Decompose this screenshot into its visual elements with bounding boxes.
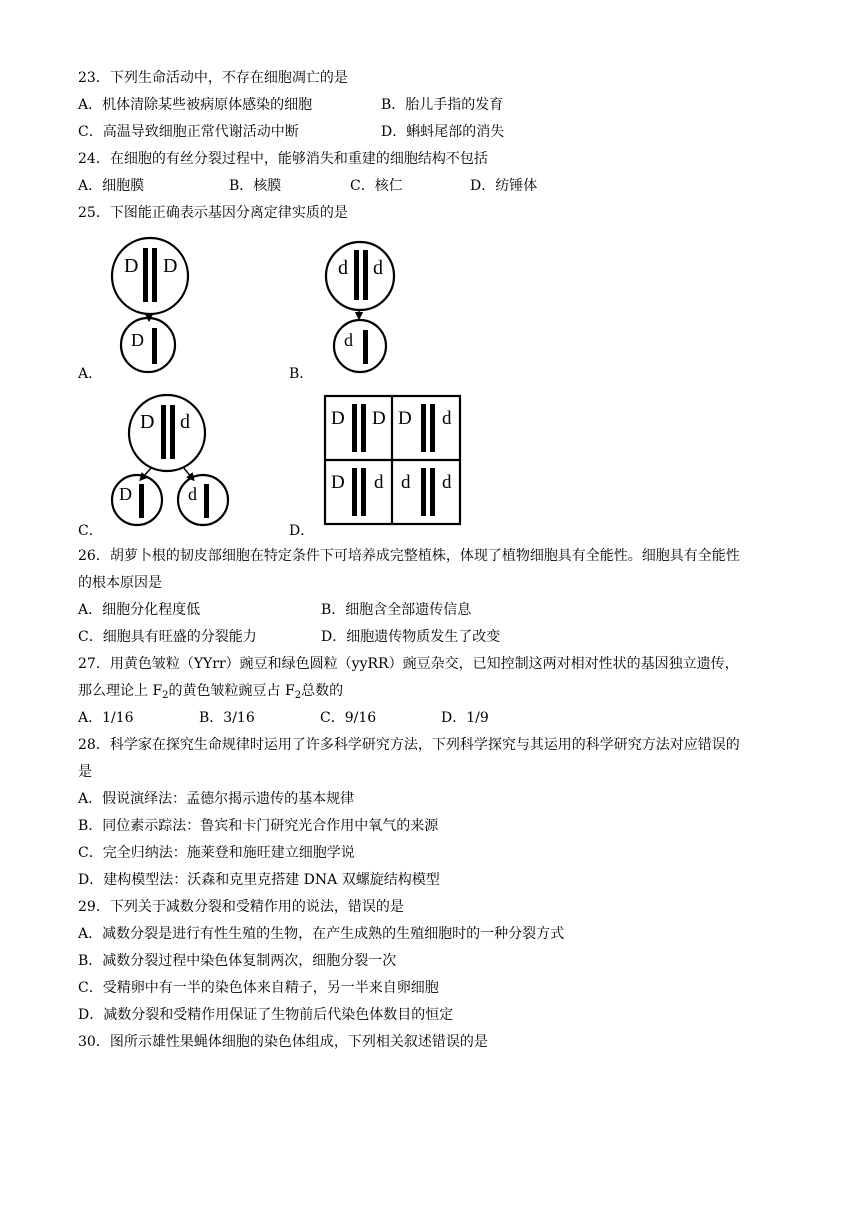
c-bottom-left-label: D bbox=[119, 484, 132, 504]
q29-option-d: D．减数分裂和受精作用保证了生物前后代染色体数目的恒定 bbox=[78, 1007, 454, 1023]
c-top-left-label: D bbox=[140, 411, 155, 433]
d-cell1-left-label: D bbox=[331, 408, 345, 429]
diagram-d bbox=[325, 396, 460, 524]
q25-option-d: D． bbox=[289, 523, 315, 539]
diagram-a bbox=[112, 238, 188, 372]
b-bottom-label: d bbox=[344, 330, 353, 350]
q23-option-c: C．高温导致细胞正常代谢活动中断 bbox=[78, 124, 299, 140]
q28-option-d: D．建构模型法：沃森和克里克搭建 DNA 双螺旋结构模型 bbox=[78, 872, 440, 888]
b-top-right-label: d bbox=[373, 257, 383, 279]
q23-option-a: A．机体清除某些被病原体感染的细胞 bbox=[78, 97, 313, 113]
q24-stem: 24．在细胞的有丝分裂过程中，能够消失和重建的细胞结构不包括 bbox=[78, 151, 488, 167]
b-daughter-chromosome bbox=[363, 330, 368, 364]
b-parent-cell bbox=[326, 242, 394, 310]
q29-stem: 29．下列关于减数分裂和受精作用的说法，错误的是 bbox=[78, 899, 404, 915]
q27-stem-line2 bbox=[78, 681, 343, 701]
b-top-left-label: d bbox=[338, 257, 348, 279]
b-daughter-cell bbox=[334, 320, 386, 372]
c-top-right-label: d bbox=[180, 411, 190, 433]
q24-option-c: C．核仁 bbox=[350, 178, 403, 194]
d-cell2-right-label: d bbox=[442, 408, 452, 429]
q27-stem-pre: 那么理论上 F bbox=[78, 683, 163, 699]
a-bottom-label: D bbox=[131, 330, 144, 350]
c-bottom-right-label: d bbox=[188, 484, 197, 504]
c-daughter-cell-right bbox=[178, 475, 228, 525]
q25-stem: 25．下图能正确表示基因分离定律实质的是 bbox=[78, 205, 348, 221]
c-arrow-right bbox=[183, 467, 192, 478]
diagram-b bbox=[326, 242, 394, 372]
q28-stem-line2: 是 bbox=[78, 764, 92, 780]
q24-option-b: B．核膜 bbox=[229, 178, 282, 194]
d-cell3-right-label: d bbox=[374, 472, 384, 493]
q26-option-c: C．细胞具有旺盛的分裂能力 bbox=[78, 629, 257, 645]
q28-stem-line1: 28．科学家在探究生命规律时运用了许多科学研究方法，下列科学探究与其运用的科学研究方法对应错误的 bbox=[78, 737, 740, 753]
q24-option-a: A．细胞膜 bbox=[78, 178, 145, 194]
b-chromosome-left bbox=[354, 250, 359, 300]
c-parent-cell bbox=[129, 395, 205, 471]
c-daughter-chromosome-left bbox=[139, 484, 144, 518]
c-chromosome-right bbox=[170, 405, 175, 459]
d-cell4-right-label: d bbox=[442, 472, 452, 493]
a-top-right-label: D bbox=[163, 255, 178, 277]
q27-sub-2: 2 bbox=[294, 690, 302, 701]
q27-stem-post: 总数的 bbox=[301, 683, 344, 699]
c-daughter-chromosome-right bbox=[204, 484, 209, 518]
a-chromosome-right bbox=[152, 248, 157, 302]
q29-option-c: C．受精卵中有一半的染色体来自精子，另一半来自卵细胞 bbox=[78, 980, 439, 996]
b-chromosome-right bbox=[363, 250, 368, 300]
d-cell3-left-label: D bbox=[331, 472, 345, 493]
q26-option-a: A．细胞分化程度低 bbox=[78, 602, 201, 618]
q27-stem-mid: 的黄色皱粒豌豆占 F bbox=[168, 683, 295, 699]
q27-option-c: C．9/16 bbox=[320, 710, 377, 726]
q27-option-a: A．1/16 bbox=[78, 710, 134, 726]
q28-option-a: A．假说演绎法：孟德尔揭示遗传的基本规律 bbox=[78, 791, 355, 807]
q27-option-b: B．3/16 bbox=[199, 710, 255, 726]
a-daughter-chromosome bbox=[152, 328, 157, 364]
a-top-left-label: D bbox=[124, 255, 139, 277]
d-cell2-left-label: D bbox=[398, 408, 412, 429]
q29-option-a: A．减数分裂是进行有性生殖的生物，在产生成熟的生殖细胞时的一种分裂方式 bbox=[78, 926, 565, 942]
q26-option-b: B．细胞含全部遗传信息 bbox=[321, 602, 472, 618]
q24-option-d: D．纺锤体 bbox=[470, 178, 538, 194]
d-cell4-left-label: d bbox=[401, 472, 411, 493]
q25-option-c: C． bbox=[78, 523, 103, 539]
q27-stem-line1: 27．用黄色皱粒（YYrr）豌豆和绿色圆粒（yyRR）豌豆杂交，已知控制这两对相对性状的基因独立遗传， bbox=[78, 656, 739, 672]
q26-option-d: D．细胞遗传物质发生了改变 bbox=[321, 629, 501, 645]
q28-option-b: B．同位素示踪法：鲁宾和卡门研究光合作用中氧气的来源 bbox=[78, 818, 439, 834]
q29-option-b: B．减数分裂过程中染色体复制两次，细胞分裂一次 bbox=[78, 953, 397, 969]
q30-stem: 30．图所示雄性果蝇体细胞的染色体组成，下列相关叙述错误的是 bbox=[78, 1034, 488, 1050]
a-daughter-cell bbox=[121, 318, 175, 372]
d-cell1-right-label: D bbox=[372, 408, 386, 429]
q25-option-b: B． bbox=[289, 366, 314, 382]
q25-option-a: A． bbox=[78, 366, 103, 382]
q26-stem-line1: 26．胡萝卜根的韧皮部细胞在特定条件下可培养成完整植株，体现了植物细胞具有全能性。细胞具有全能性 bbox=[78, 548, 740, 564]
q23-option-b: B．胎儿手指的发育 bbox=[381, 97, 504, 113]
a-chromosome-left bbox=[143, 248, 148, 302]
diagram-c bbox=[112, 395, 228, 525]
q23-stem: 23．下列生命活动中，不存在细胞凋亡的是 bbox=[78, 70, 348, 86]
q26-stem-line2: 的根本原因是 bbox=[78, 575, 162, 591]
q28-option-c: C．完全归纳法：施莱登和施旺建立细胞学说 bbox=[78, 845, 355, 861]
q23-option-d: D．蝌蚪尾部的消失 bbox=[381, 124, 505, 140]
q27-option-d: D．1/9 bbox=[441, 710, 489, 726]
c-chromosome-left bbox=[161, 405, 166, 459]
q27-sub-1: 2 bbox=[162, 690, 169, 701]
